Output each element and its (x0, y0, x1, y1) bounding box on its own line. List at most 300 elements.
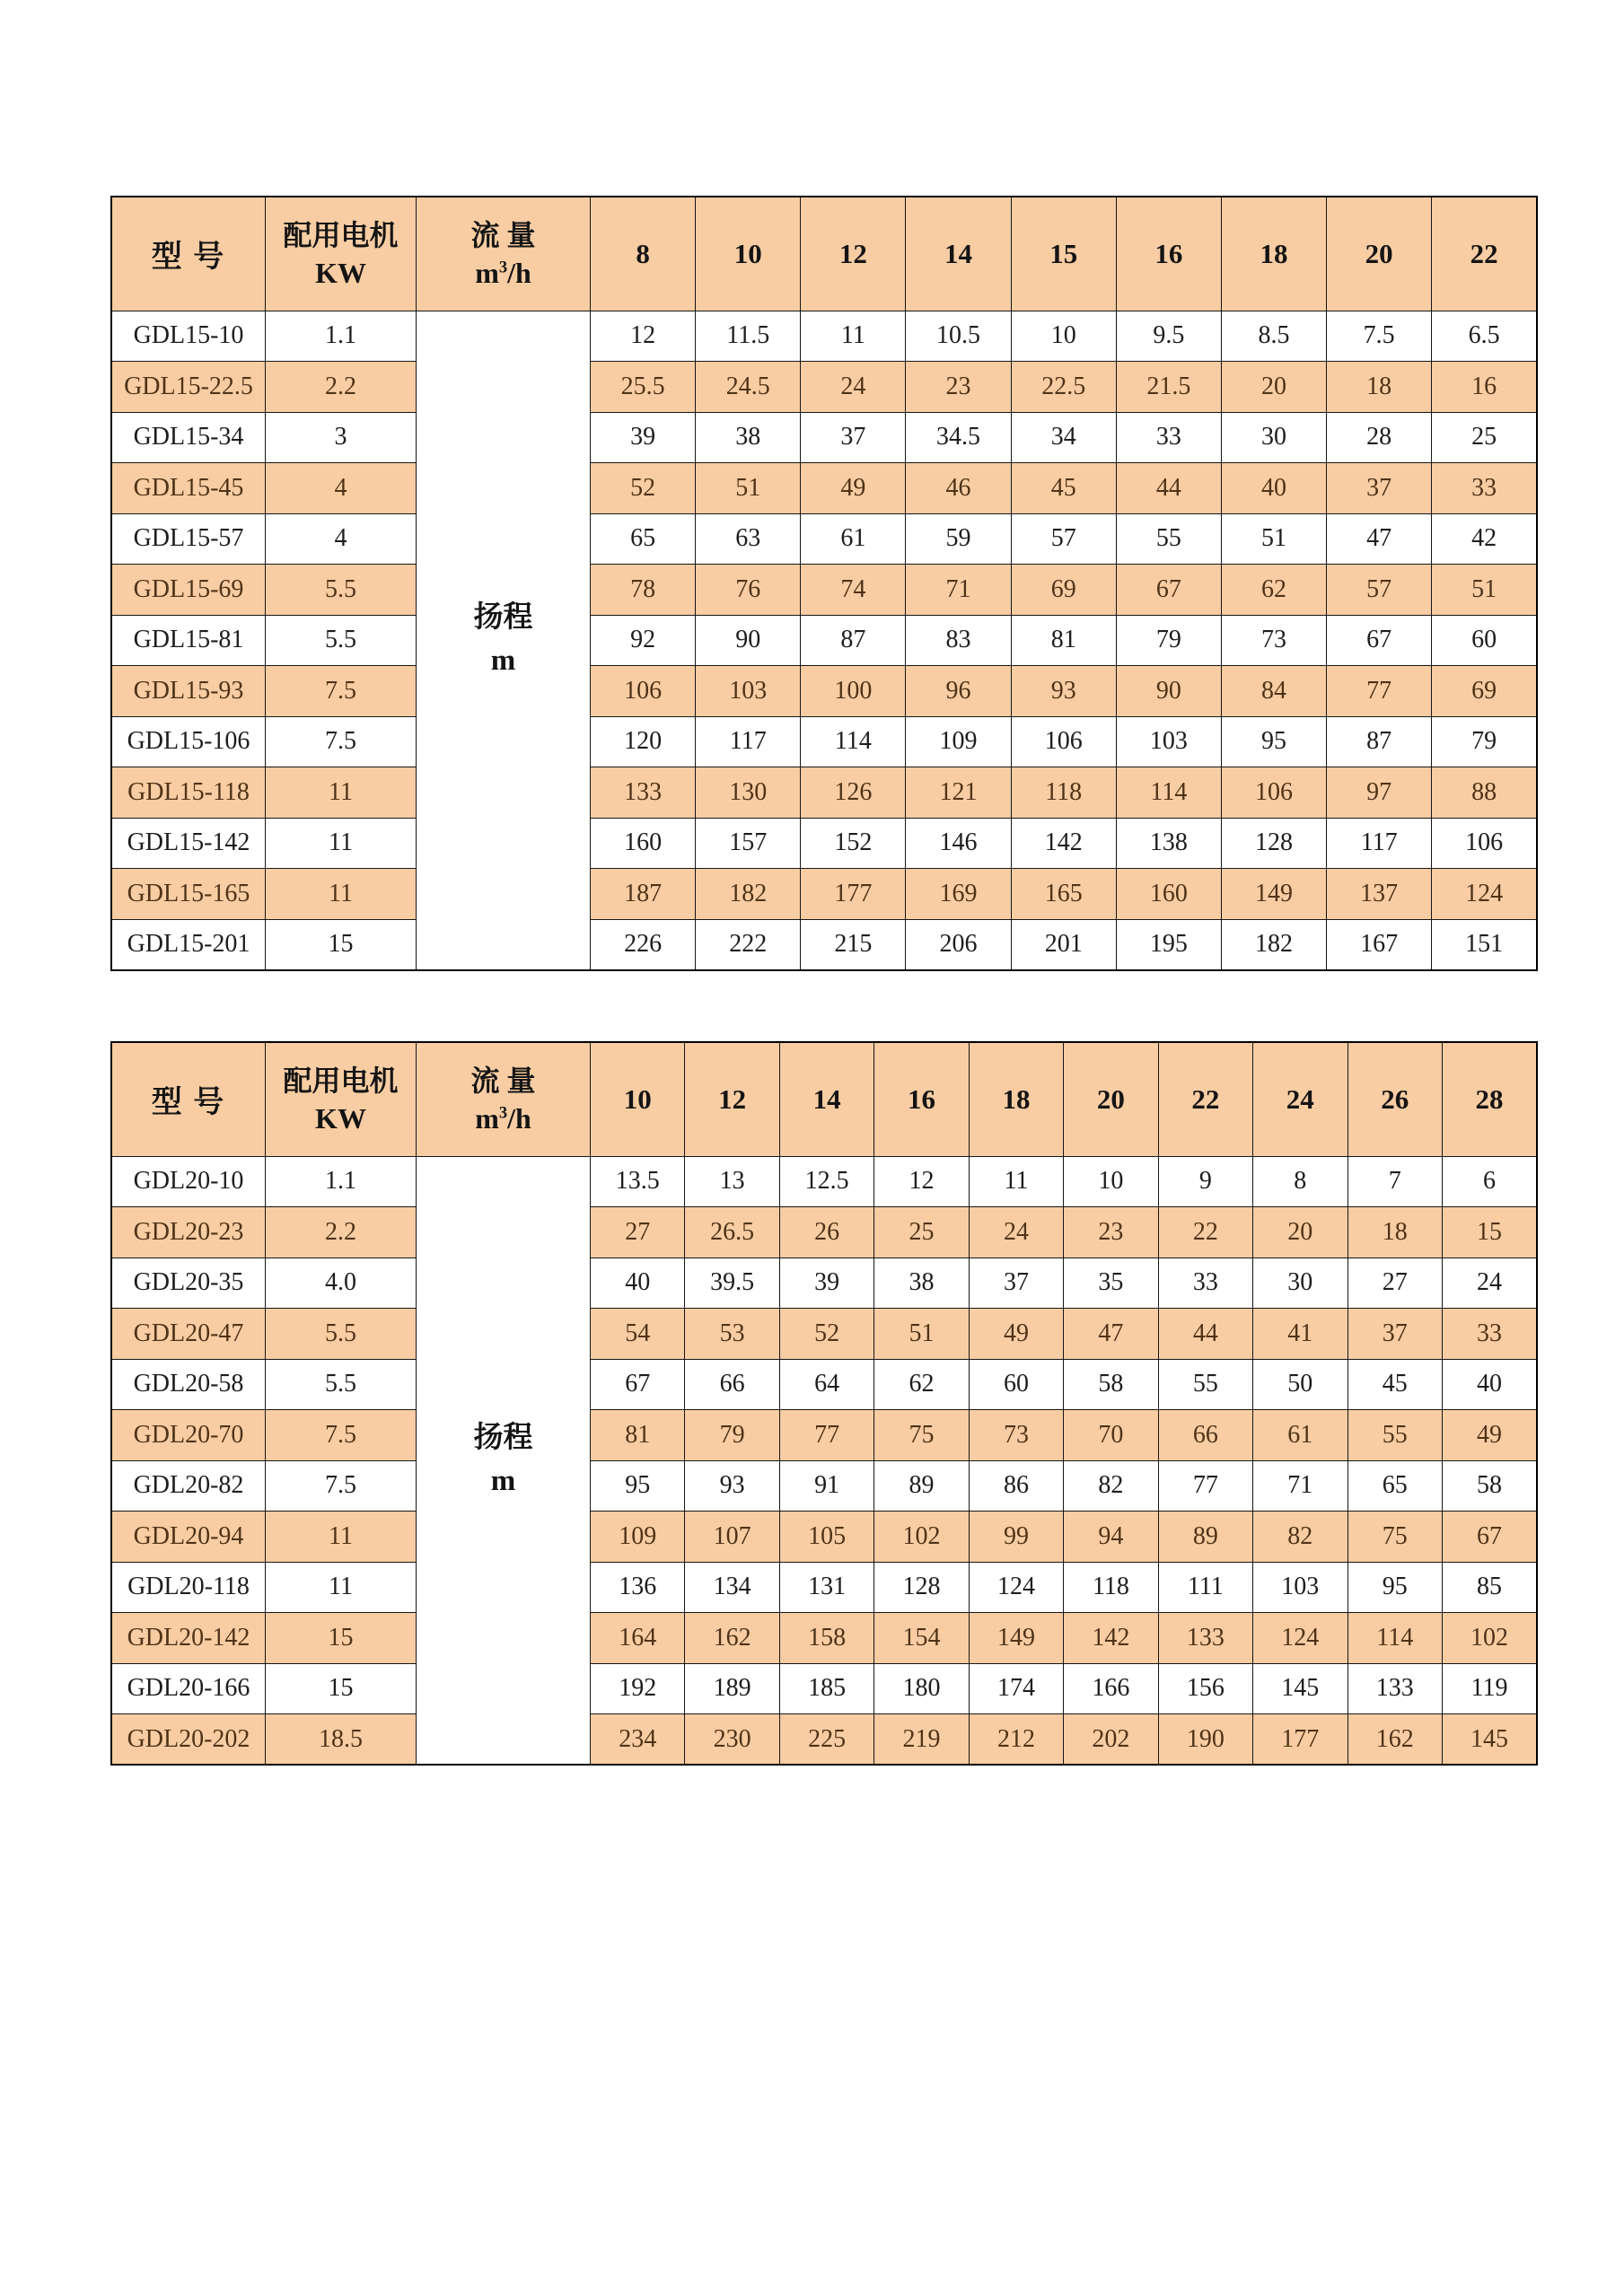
table-row (111, 716, 1537, 767)
header-motor-unit: KW (315, 1101, 366, 1135)
table-row (111, 767, 1537, 819)
head-value-cell: 40 (591, 1258, 685, 1309)
head-value-cell: 102 (1442, 1613, 1537, 1664)
head-value-cell: 177 (1253, 1714, 1347, 1766)
head-merged-label-cell: 扬程 m (417, 1156, 591, 1765)
head-value-cell: 76 (696, 565, 801, 616)
head-value-cell: 117 (1327, 818, 1432, 869)
model-cell: GDL15-165 (111, 869, 266, 920)
head-value-cell: 6.5 (1432, 311, 1537, 362)
head-value-cell: 27 (591, 1207, 685, 1258)
head-value-cell: 106 (1011, 716, 1116, 767)
head-value-cell: 117 (696, 716, 801, 767)
header-row (111, 197, 1537, 311)
head-value-cell: 93 (685, 1460, 779, 1512)
model-cell: GDL20-35 (111, 1258, 266, 1309)
table-row (111, 919, 1537, 970)
motor-kw-cell: 4 (266, 463, 417, 514)
motor-kw-cell: 4 (266, 513, 417, 565)
head-value-cell: 74 (801, 565, 906, 616)
table-row (111, 1714, 1537, 1766)
head-value-cell: 67 (1116, 565, 1221, 616)
table-row (111, 818, 1537, 869)
head-value-cell: 165 (1011, 869, 1116, 920)
head-value-cell: 10.5 (906, 311, 1011, 362)
table-row (111, 1258, 1537, 1309)
model-cell: GDL15-69 (111, 565, 266, 616)
head-value-cell: 20 (1253, 1207, 1347, 1258)
head-value-cell: 118 (1011, 767, 1116, 819)
head-value-cell: 133 (1347, 1663, 1442, 1714)
head-value-cell: 10 (1011, 311, 1116, 362)
table-row (111, 1156, 1537, 1207)
head-value-cell: 167 (1327, 919, 1432, 970)
header-flow-col: 18 (1221, 197, 1326, 311)
motor-kw-cell: 7.5 (266, 1410, 417, 1461)
head-value-cell: 55 (1347, 1410, 1442, 1461)
head-value-cell: 60 (1432, 615, 1537, 666)
motor-kw-cell: 11 (266, 1562, 417, 1613)
model-cell: GDL15-22.5 (111, 362, 266, 413)
model-cell: GDL20-23 (111, 1207, 266, 1258)
head-value-cell: 57 (1011, 513, 1116, 565)
head-value-cell: 51 (1432, 565, 1537, 616)
head-value-cell: 61 (1253, 1410, 1347, 1461)
head-value-cell: 30 (1221, 412, 1326, 463)
model-cell: GDL15-34 (111, 412, 266, 463)
model-cell: GDL20-118 (111, 1562, 266, 1613)
head-value-cell: 82 (1253, 1512, 1347, 1563)
model-cell: GDL15-57 (111, 513, 266, 565)
table-row (111, 615, 1537, 666)
table-row (111, 1410, 1537, 1461)
head-value-cell: 128 (1221, 818, 1326, 869)
head-value-cell: 55 (1158, 1359, 1252, 1410)
head-value-cell: 33 (1442, 1309, 1537, 1360)
head-value-cell: 45 (1011, 463, 1116, 514)
head-value-cell: 79 (1116, 615, 1221, 666)
head-value-cell: 33 (1158, 1258, 1252, 1309)
head-value-cell: 102 (874, 1512, 969, 1563)
head-value-cell: 62 (1221, 565, 1326, 616)
header-row (111, 1042, 1537, 1156)
head-value-cell: 12.5 (779, 1156, 873, 1207)
head-value-cell: 189 (685, 1663, 779, 1714)
head-value-cell: 182 (1221, 919, 1326, 970)
head-value-cell: 174 (969, 1663, 1063, 1714)
head-value-cell: 152 (801, 818, 906, 869)
motor-kw-cell: 2.2 (266, 1207, 417, 1258)
head-value-cell: 166 (1064, 1663, 1158, 1714)
head-value-cell: 94 (1064, 1512, 1158, 1563)
model-cell: GDL20-10 (111, 1156, 266, 1207)
model-cell: GDL20-142 (111, 1613, 266, 1664)
head-value-cell: 44 (1158, 1309, 1252, 1360)
head-value-cell: 49 (801, 463, 906, 514)
head-value-cell: 206 (906, 919, 1011, 970)
header-flow-col: 12 (801, 197, 906, 311)
head-value-cell: 47 (1064, 1309, 1158, 1360)
head-value-cell: 62 (874, 1359, 969, 1410)
head-value-cell: 69 (1011, 565, 1116, 616)
head-value-cell: 67 (591, 1359, 685, 1410)
head-value-cell: 169 (906, 869, 1011, 920)
head-value-cell: 164 (591, 1613, 685, 1664)
head-value-cell: 8 (1253, 1156, 1347, 1207)
head-value-cell: 66 (685, 1359, 779, 1410)
model-cell: GDL15-142 (111, 818, 266, 869)
head-value-cell: 58 (1442, 1460, 1537, 1512)
head-value-cell: 37 (801, 412, 906, 463)
head-value-cell: 11 (969, 1156, 1063, 1207)
head-value-cell: 70 (1064, 1410, 1158, 1461)
head-value-cell: 119 (1442, 1663, 1537, 1714)
head-value-cell: 182 (696, 869, 801, 920)
head-value-cell: 45 (1347, 1359, 1442, 1410)
head-value-cell: 81 (591, 1410, 685, 1461)
header-flow-col: 10 (591, 1042, 685, 1156)
head-value-cell: 107 (685, 1512, 779, 1563)
head-value-cell: 77 (1158, 1460, 1252, 1512)
head-value-cell: 69 (1432, 666, 1537, 717)
head-value-cell: 52 (779, 1309, 873, 1360)
head-value-cell: 95 (591, 1460, 685, 1512)
motor-kw-cell: 11 (266, 767, 417, 819)
head-value-cell: 39.5 (685, 1258, 779, 1309)
head-value-cell: 219 (874, 1714, 969, 1766)
head-value-cell: 42 (1432, 513, 1537, 565)
head-value-cell: 111 (1158, 1562, 1252, 1613)
head-value-cell: 103 (1116, 716, 1221, 767)
head-value-cell: 162 (1347, 1714, 1442, 1766)
head-value-cell: 130 (696, 767, 801, 819)
header-motor-unit: KW (315, 256, 366, 289)
head-value-cell: 157 (696, 818, 801, 869)
head-value-cell: 41 (1253, 1309, 1347, 1360)
head-value-cell: 92 (591, 615, 696, 666)
head-value-cell: 33 (1116, 412, 1221, 463)
head-value-cell: 103 (1253, 1562, 1347, 1613)
header-flow-col: 8 (591, 197, 696, 311)
head-value-cell: 25 (874, 1207, 969, 1258)
header-flow (417, 1042, 591, 1156)
motor-kw-cell: 5.5 (266, 615, 417, 666)
model-cell: GDL20-58 (111, 1359, 266, 1410)
header-flow-col: 28 (1442, 1042, 1537, 1156)
head-value-cell: 63 (696, 513, 801, 565)
head-value-cell: 11.5 (696, 311, 801, 362)
head-value-cell: 96 (906, 666, 1011, 717)
head-value-cell: 133 (591, 767, 696, 819)
head-value-cell: 37 (1347, 1309, 1442, 1360)
header-flow-label: 流 量 (470, 1064, 536, 1097)
head-value-cell: 38 (696, 412, 801, 463)
head-value-cell: 53 (685, 1309, 779, 1360)
header-flow-col: 14 (779, 1042, 873, 1156)
head-value-cell: 7.5 (1327, 311, 1432, 362)
header-flow-col: 15 (1011, 197, 1116, 311)
head-value-cell: 65 (591, 513, 696, 565)
model-cell: GDL20-166 (111, 1663, 266, 1714)
head-value-cell: 58 (1064, 1359, 1158, 1410)
header-flow-col: 12 (685, 1042, 779, 1156)
motor-kw-cell: 18.5 (266, 1714, 417, 1766)
head-value-cell: 18 (1327, 362, 1432, 413)
head-value-cell: 145 (1253, 1663, 1347, 1714)
head-value-cell: 38 (874, 1258, 969, 1309)
header-motor-label: 配用电机 (283, 1064, 399, 1097)
header-model: 型 号 (111, 1042, 266, 1156)
head-value-cell: 60 (969, 1359, 1063, 1410)
pump-spec-table (110, 1041, 1538, 1766)
motor-kw-cell: 15 (266, 1663, 417, 1714)
head-value-cell: 90 (1116, 666, 1221, 717)
head-value-cell: 192 (591, 1663, 685, 1714)
head-value-cell: 162 (685, 1613, 779, 1664)
header-flow-col: 22 (1432, 197, 1537, 311)
head-value-cell: 142 (1064, 1613, 1158, 1664)
head-value-cell: 86 (969, 1460, 1063, 1512)
head-value-cell: 114 (1347, 1613, 1442, 1664)
motor-kw-cell: 15 (266, 919, 417, 970)
pump-table-gdl20 (110, 1041, 1538, 1766)
head-value-cell: 37 (1327, 463, 1432, 514)
table-row (111, 362, 1537, 413)
header-flow-col: 20 (1327, 197, 1432, 311)
head-value-cell: 51 (696, 463, 801, 514)
motor-kw-cell: 11 (266, 818, 417, 869)
head-value-cell: 100 (801, 666, 906, 717)
head-value-cell: 79 (1432, 716, 1537, 767)
head-value-cell: 75 (874, 1410, 969, 1461)
head-value-cell: 6 (1442, 1156, 1537, 1207)
header-flow-label: 流 量 (470, 218, 536, 251)
head-value-cell: 51 (1221, 513, 1326, 565)
head-value-cell: 156 (1158, 1663, 1252, 1714)
head-value-cell: 33 (1432, 463, 1537, 514)
head-value-cell: 50 (1253, 1359, 1347, 1410)
model-cell: GDL15-10 (111, 311, 266, 362)
head-value-cell: 88 (1432, 767, 1537, 819)
head-value-cell: 215 (801, 919, 906, 970)
head-value-cell: 61 (801, 513, 906, 565)
head-value-cell: 9.5 (1116, 311, 1221, 362)
head-value-cell: 137 (1327, 869, 1432, 920)
head-value-cell: 212 (969, 1714, 1063, 1766)
head-value-cell: 106 (1221, 767, 1326, 819)
head-value-cell: 95 (1347, 1562, 1442, 1613)
motor-kw-cell: 5.5 (266, 1309, 417, 1360)
head-value-cell: 134 (685, 1562, 779, 1613)
motor-kw-cell: 2.2 (266, 362, 417, 413)
head-value-cell: 85 (1442, 1562, 1537, 1613)
motor-kw-cell: 7.5 (266, 1460, 417, 1512)
head-value-cell: 20 (1221, 362, 1326, 413)
head-value-cell: 40 (1442, 1359, 1537, 1410)
head-value-cell: 234 (591, 1714, 685, 1766)
table-row (111, 1460, 1537, 1512)
head-value-cell: 146 (906, 818, 1011, 869)
header-motor-kw (266, 197, 417, 311)
motor-kw-cell: 15 (266, 1613, 417, 1664)
head-value-cell: 39 (779, 1258, 873, 1309)
head-value-cell: 87 (801, 615, 906, 666)
head-value-cell: 187 (591, 869, 696, 920)
head-value-cell: 81 (1011, 615, 1116, 666)
head-value-cell: 136 (591, 1562, 685, 1613)
head-value-cell: 24.5 (696, 362, 801, 413)
head-value-cell: 114 (1116, 767, 1221, 819)
head-value-cell: 13.5 (591, 1156, 685, 1207)
head-value-cell: 230 (685, 1714, 779, 1766)
header-flow-col: 10 (696, 197, 801, 311)
header-flow-col: 18 (969, 1042, 1063, 1156)
head-value-cell: 54 (591, 1309, 685, 1360)
table-row (111, 1309, 1537, 1360)
head-value-cell: 133 (1158, 1613, 1252, 1664)
motor-kw-cell: 5.5 (266, 565, 417, 616)
model-cell: GDL20-82 (111, 1460, 266, 1512)
motor-kw-cell: 4.0 (266, 1258, 417, 1309)
table-row (111, 513, 1537, 565)
head-value-cell: 65 (1347, 1460, 1442, 1512)
head-value-cell: 142 (1011, 818, 1116, 869)
table-row (111, 1207, 1537, 1258)
head-value-cell: 124 (1432, 869, 1537, 920)
head-value-cell: 49 (969, 1309, 1063, 1360)
head-value-cell: 149 (1221, 869, 1326, 920)
head-value-cell: 77 (779, 1410, 873, 1461)
head-value-cell: 97 (1327, 767, 1432, 819)
head-value-cell: 73 (1221, 615, 1326, 666)
head-value-cell: 118 (1064, 1562, 1158, 1613)
head-value-cell: 78 (591, 565, 696, 616)
head-value-cell: 8.5 (1221, 311, 1326, 362)
head-value-cell: 93 (1011, 666, 1116, 717)
table-row (111, 1359, 1537, 1410)
motor-kw-cell: 11 (266, 869, 417, 920)
head-value-cell: 225 (779, 1714, 873, 1766)
head-value-cell: 99 (969, 1512, 1063, 1563)
head-value-cell: 51 (874, 1309, 969, 1360)
head-value-cell: 226 (591, 919, 696, 970)
head-value-cell: 177 (801, 869, 906, 920)
head-value-cell: 91 (779, 1460, 873, 1512)
motor-kw-cell: 7.5 (266, 666, 417, 717)
head-value-cell: 10 (1064, 1156, 1158, 1207)
head-value-cell: 26.5 (685, 1207, 779, 1258)
table-row (111, 565, 1537, 616)
head-value-cell: 87 (1327, 716, 1432, 767)
head-value-cell: 89 (874, 1460, 969, 1512)
header-flow-col: 26 (1347, 1042, 1442, 1156)
head-value-cell: 39 (591, 412, 696, 463)
head-value-cell: 71 (906, 565, 1011, 616)
head-value-cell: 26 (779, 1207, 873, 1258)
head-value-cell: 109 (591, 1512, 685, 1563)
head-value-cell: 109 (906, 716, 1011, 767)
model-cell: GDL20-70 (111, 1410, 266, 1461)
head-value-cell: 49 (1442, 1410, 1537, 1461)
head-value-cell: 90 (696, 615, 801, 666)
motor-kw-cell: 1.1 (266, 1156, 417, 1207)
head-value-cell: 67 (1327, 615, 1432, 666)
model-cell: GDL15-118 (111, 767, 266, 819)
model-cell: GDL20-94 (111, 1512, 266, 1563)
head-value-cell: 11 (801, 311, 906, 362)
table-row (111, 1613, 1537, 1664)
head-value-cell: 44 (1116, 463, 1221, 514)
pump-table-gdl15 (110, 196, 1538, 971)
head-value-cell: 202 (1064, 1714, 1158, 1766)
header-flow-col: 22 (1158, 1042, 1252, 1156)
head-value-cell: 190 (1158, 1714, 1252, 1766)
header-flow-col: 20 (1064, 1042, 1158, 1156)
head-value-cell: 52 (591, 463, 696, 514)
head-value-cell: 24 (969, 1207, 1063, 1258)
header-flow-col: 24 (1253, 1042, 1347, 1156)
head-value-cell: 124 (969, 1562, 1063, 1613)
head-value-cell: 128 (874, 1562, 969, 1613)
table-row (111, 463, 1537, 514)
head-value-cell: 180 (874, 1663, 969, 1714)
header-flow (417, 197, 591, 311)
head-value-cell: 71 (1253, 1460, 1347, 1512)
head-value-cell: 13 (685, 1156, 779, 1207)
header-motor-label: 配用电机 (283, 218, 399, 251)
model-cell: GDL15-201 (111, 919, 266, 970)
table-row (111, 1512, 1537, 1563)
head-value-cell: 23 (906, 362, 1011, 413)
head-value-cell: 201 (1011, 919, 1116, 970)
header-model: 型 号 (111, 197, 266, 311)
head-value-cell: 67 (1442, 1512, 1537, 1563)
model-cell: GDL20-47 (111, 1309, 266, 1360)
head-value-cell: 23 (1064, 1207, 1158, 1258)
head-value-cell: 120 (591, 716, 696, 767)
head-value-cell: 84 (1221, 666, 1326, 717)
head-value-cell: 30 (1253, 1258, 1347, 1309)
head-value-cell: 24 (1442, 1258, 1537, 1309)
header-flow-col: 16 (1116, 197, 1221, 311)
model-cell: GDL15-45 (111, 463, 266, 514)
header-flow-col: 14 (906, 197, 1011, 311)
head-value-cell: 154 (874, 1613, 969, 1664)
head-value-cell: 28 (1327, 412, 1432, 463)
head-value-cell: 40 (1221, 463, 1326, 514)
head-value-cell: 15 (1442, 1207, 1537, 1258)
head-value-cell: 138 (1116, 818, 1221, 869)
head-value-cell: 222 (696, 919, 801, 970)
head-value-cell: 21.5 (1116, 362, 1221, 413)
model-cell: GDL15-81 (111, 615, 266, 666)
head-value-cell: 35 (1064, 1258, 1158, 1309)
head-value-cell: 105 (779, 1512, 873, 1563)
table-row (111, 311, 1537, 362)
head-value-cell: 160 (591, 818, 696, 869)
head-value-cell: 64 (779, 1359, 873, 1410)
head-value-cell: 77 (1327, 666, 1432, 717)
head-value-cell: 121 (906, 767, 1011, 819)
head-value-cell: 7 (1347, 1156, 1442, 1207)
head-merged-label-cell: 扬程 m (417, 311, 591, 970)
head-value-cell: 82 (1064, 1460, 1158, 1512)
head-value-cell: 95 (1221, 716, 1326, 767)
head-value-cell: 46 (906, 463, 1011, 514)
motor-kw-cell: 7.5 (266, 716, 417, 767)
head-value-cell: 37 (969, 1258, 1063, 1309)
head-value-cell: 89 (1158, 1512, 1252, 1563)
